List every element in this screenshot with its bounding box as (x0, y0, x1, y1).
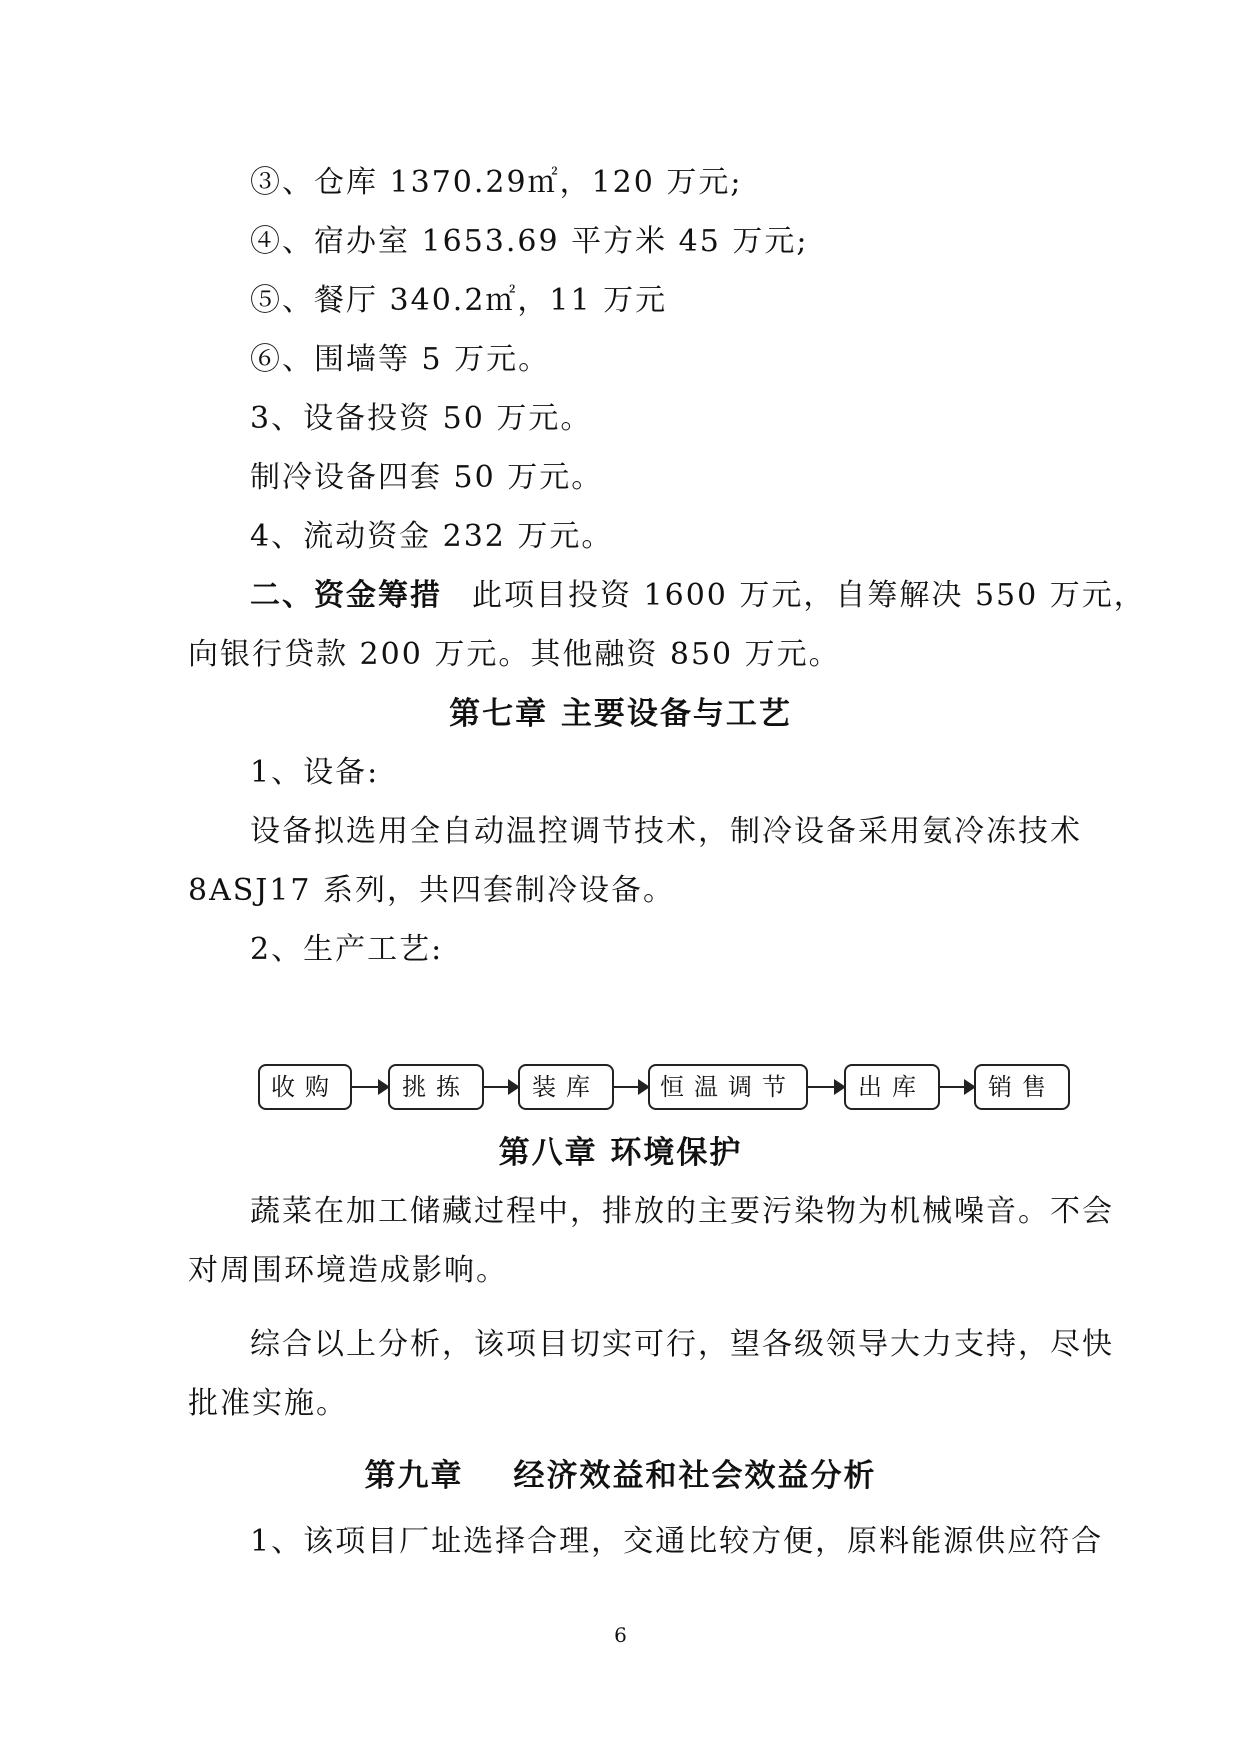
text-line: 1、设备: (250, 755, 380, 790)
text-line: ③、仓库 1370.29㎡，120 万元; (250, 165, 743, 200)
text-line: 蔬菜在加工储藏过程中，排放的主要污染物为机械噪音。不会 (250, 1194, 1114, 1229)
text-line: 向银行贷款 200 万元。其他融资 850 万元。 (188, 637, 841, 672)
flow-step: 装库 (518, 1064, 614, 1110)
text-line: 设备拟选用全自动温控调节技术，制冷设备采用氨冷冻技术 (250, 814, 1082, 849)
flow-step: 出库 (844, 1064, 940, 1110)
flow-arrow (484, 1086, 518, 1088)
text-line: 批准实施。 (188, 1386, 348, 1421)
text-line: 8ASJ17 系列，共四套制冷设备。 (188, 873, 676, 908)
funding-text: 此项目投资 1600 万元，自筹解决 550 万元， (472, 578, 1146, 613)
text-line: 对周围环境造成影响。 (188, 1253, 508, 1288)
flow-step: 挑拣 (388, 1064, 484, 1110)
flow-arrow (614, 1086, 648, 1088)
chapter-title: 第八章 环境保护 (498, 1135, 743, 1171)
text-line: 制冷设备四套 50 万元。 (250, 460, 604, 495)
text-line: 4、流动资金 232 万元。 (250, 519, 614, 554)
chapter-title (0, 1456, 1241, 1496)
process-flow-diagram (0, 1050, 1241, 1130)
text-line: ④、宿办室 1653.69 平方米 45 万元; (250, 224, 809, 259)
chapter-number: 第九章 (364, 1458, 464, 1494)
flow-step: 销售 (974, 1064, 1070, 1110)
text-line: ⑤、餐厅 340.2㎡，11 万元 (250, 283, 668, 318)
flow-step: 收购 (258, 1064, 352, 1110)
text-line: 2、生产工艺: (250, 932, 444, 967)
text-line: 综合以上分析，该项目切实可行，望各级领导大力支持，尽快 (250, 1327, 1114, 1362)
flow-arrow (940, 1086, 974, 1088)
flow-step: 恒温调节 (648, 1064, 808, 1110)
text-line: 1、该项目厂址选择合理，交通比较方便，原料能源供应符合 (250, 1524, 1104, 1559)
flow-arrow (352, 1086, 388, 1088)
text-line: 3、设备投资 50 万元。 (250, 401, 593, 436)
flow-arrow (808, 1086, 844, 1088)
text-line: ⑥、围墙等 5 万元。 (250, 342, 551, 377)
funding-heading: 二、资金筹措 (250, 578, 442, 613)
chapter-title: 第七章 主要设备与工艺 (449, 696, 792, 732)
page-number: 6 (614, 1623, 627, 1647)
chapter-name: 经济效益和社会效益分析 (513, 1458, 877, 1494)
funding-paragraph (0, 576, 1241, 616)
